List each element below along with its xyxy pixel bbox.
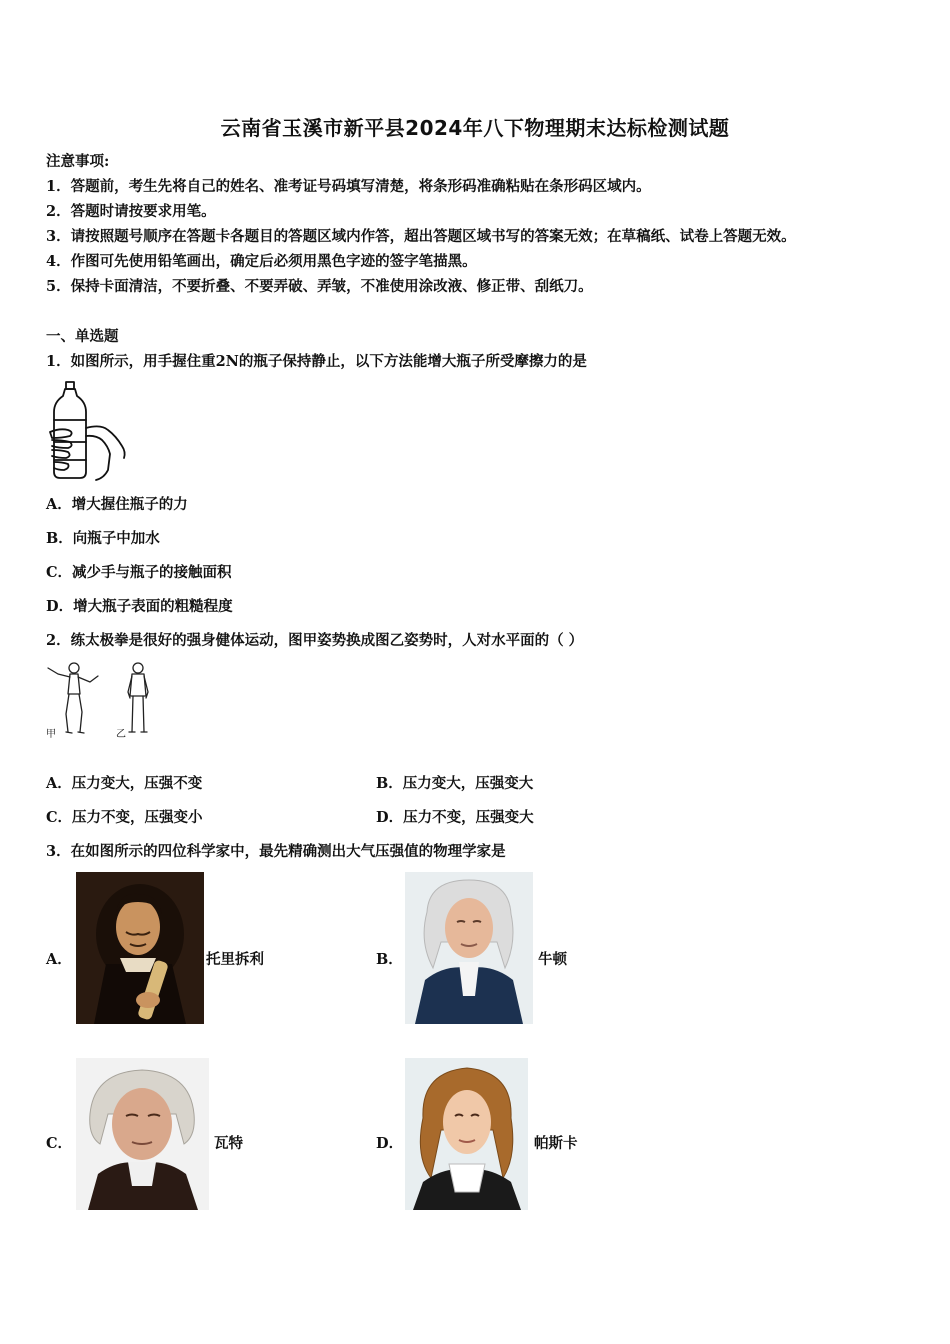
pascal-portrait [405,1058,528,1210]
notice-item: 3．请按照题号顺序在答题卡各题目的答题区域内作答，超出答题区域书写的答案无效；在草稿纸、试卷上答题无效。 [46,228,796,245]
question-2-option-a: A．压力变大，压强不变 [46,775,203,792]
question-1-option-a: A．增大握住瓶子的力 [46,496,188,513]
notice-item: 1．答题前，考生先将自己的姓名、准考证号码填写清楚，将条形码准确粘贴在条形码区域内。 [46,178,651,195]
notice-item: 5．保持卡面清洁，不要折叠、不要弄破、弄皱，不准使用涂改液、修正带、刮纸刀。 [46,278,593,295]
figure-label-jia: 甲 [46,729,56,740]
question-1-stem: 1．如图所示，用手握住重2N的瓶子保持静止，以下方法能增大瓶子所受摩擦力的是 [46,353,587,370]
question-1-option-b: B．向瓶子中加水 [46,530,160,547]
torricelli-portrait [76,872,204,1024]
question-3-option-d-letter: D． [376,1135,404,1152]
question-3-option-c-name: 瓦特 [214,1135,243,1152]
question-2-option-b: B．压力变大，压强变大 [376,775,534,792]
question-3-option-b-name: 牛顿 [538,951,567,968]
question-3-option-b-letter: B． [376,951,403,968]
question-3-option-a-letter: A． [46,951,72,968]
question-3-option-c-letter: C． [46,1135,73,1152]
page-title: 云南省玉溪市新平县2024年八下物理期末达标检测试题 [220,116,730,140]
question-1-option-d: D．增大瓶子表面的粗糙程度 [46,598,233,615]
watt-portrait [76,1058,209,1210]
newton-portrait [405,872,533,1024]
section-heading: 一、单选题 [46,328,119,345]
notice-item: 2．答题时请按要求用笔。 [46,203,216,220]
question-3-option-d-name: 帕斯卡 [534,1135,578,1152]
question-2-stem: 2．练太极拳是很好的强身健体运动，图甲姿势换成图乙姿势时，人对水平面的（ ） [46,632,584,649]
question-3-stem: 3．在如图所示的四位科学家中，最先精确测出大气压强值的物理学家是 [46,843,506,860]
bottle-in-hand-figure [46,380,128,482]
question-2-option-d: D．压力不变，压强变大 [376,809,534,826]
question-1-option-c: C．减少手与瓶子的接触面积 [46,564,232,581]
figure-label-yi: 乙 [116,729,126,740]
notice-item: 4．作图可先使用铅笔画出，确定后必须用黑色字迹的签字笔描黑。 [46,253,477,270]
question-2-option-c: C．压力不变，压强变小 [46,809,203,826]
notice-heading: 注意事项: [46,153,110,170]
question-3-option-a-name: 托里拆利 [206,951,264,968]
